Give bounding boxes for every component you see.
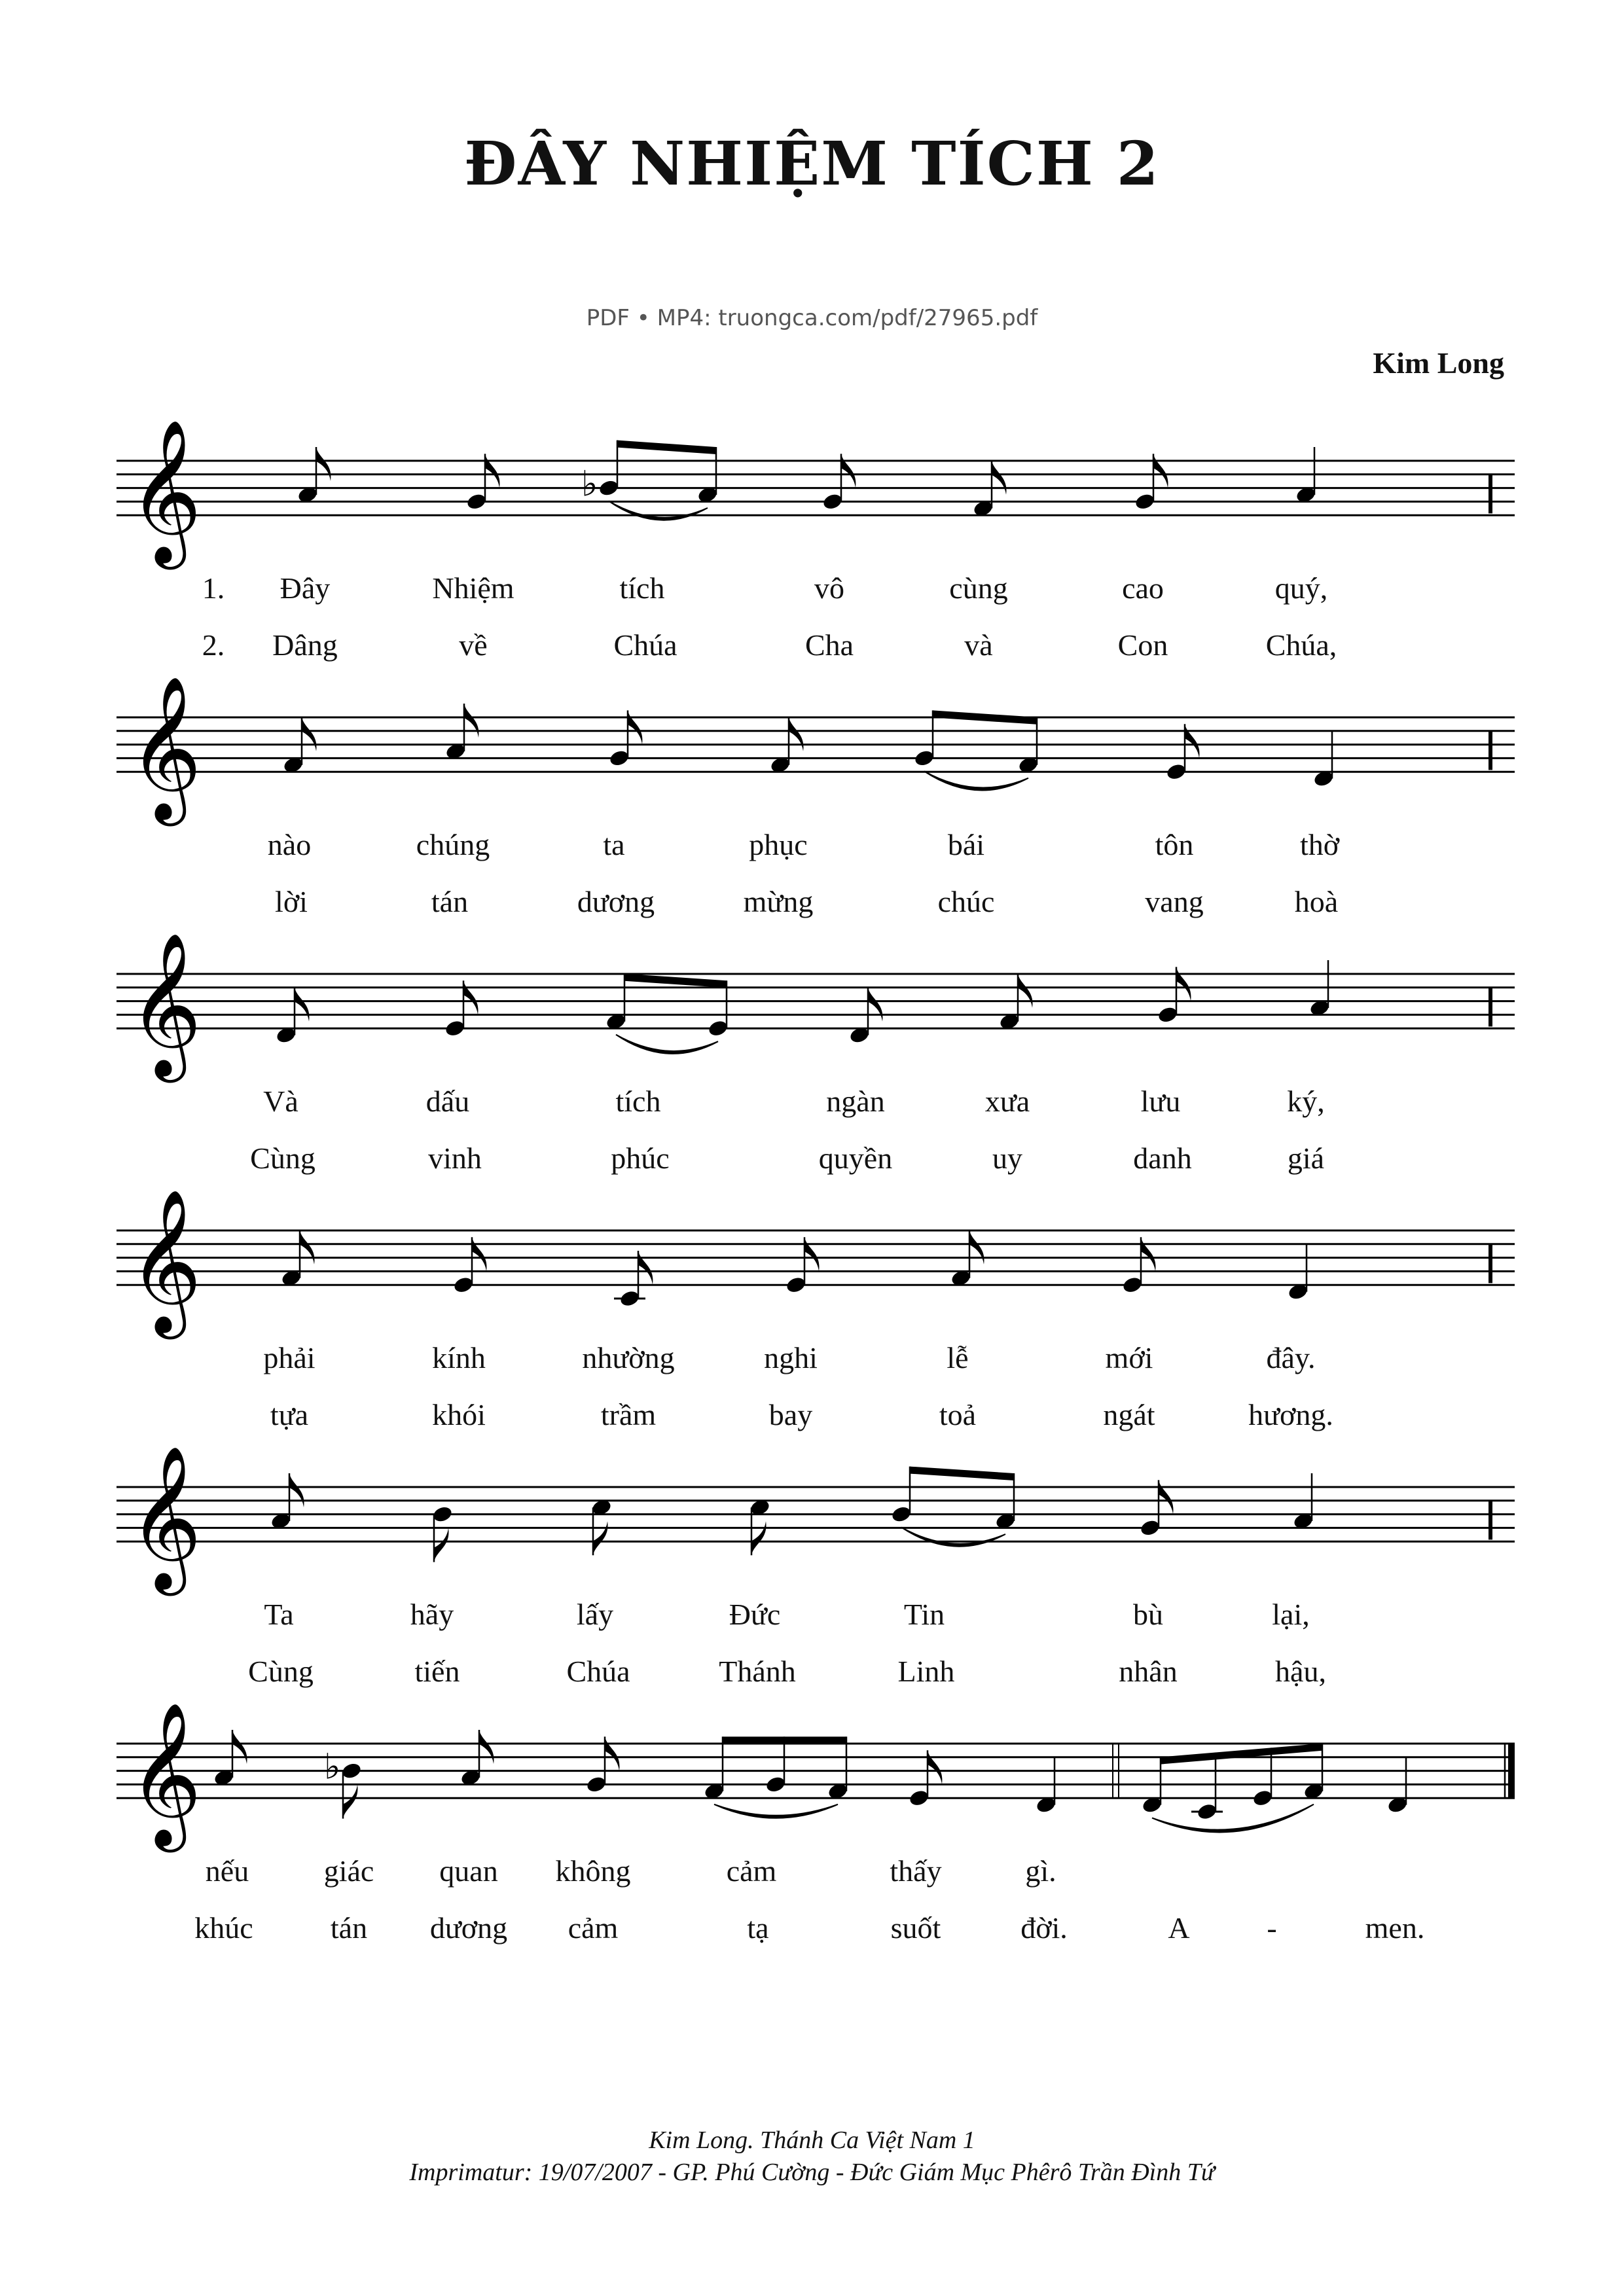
note-d4-quarter (1287, 1244, 1308, 1302)
note-b4-eighth (581, 463, 620, 505)
note-head (585, 1775, 607, 1794)
note-c4-eighth (1191, 1802, 1223, 1821)
lyric-verse2: đời. (1020, 1911, 1068, 1945)
note-flag (638, 1251, 653, 1285)
lyric-verse2: 2. (202, 628, 225, 662)
note-d4-quarter (1035, 1757, 1056, 1815)
lyric-verse2: Chúa (566, 1655, 630, 1688)
note-flag (463, 980, 478, 1014)
staff-system-5 (117, 1444, 1515, 1688)
note-head (890, 1505, 912, 1524)
slur (609, 501, 708, 520)
note-beam (624, 974, 727, 988)
lyric-verse2: Thánh (719, 1655, 796, 1688)
lyric-verse2: Chúa, (1265, 628, 1337, 662)
lyric-verse2: trầm (600, 1398, 657, 1431)
note-a4-eighth (270, 1473, 304, 1531)
note-d4-eighth (275, 988, 309, 1045)
lyric-verse2: vang (1145, 885, 1204, 918)
note-head (619, 1289, 640, 1308)
lyric-verse2: men. (1365, 1911, 1425, 1945)
note-e4-eighth (1252, 1789, 1273, 1808)
lyric-verse1: ký, (1287, 1085, 1325, 1118)
slur (616, 1035, 718, 1054)
lyric-verse1: kính (432, 1341, 486, 1374)
staff-system-2 (117, 675, 1515, 918)
note-flag (232, 1730, 247, 1764)
lyric-verse1: tôn (1155, 828, 1194, 861)
note-head (1134, 492, 1155, 511)
treble-clef-icon: 𝄞 (128, 675, 202, 820)
lyric-verse1: vô (814, 571, 844, 605)
note-beam (933, 710, 1037, 724)
lyric-verse2: ngát (1103, 1398, 1155, 1431)
barline (1489, 1500, 1492, 1539)
staff-system-1 (117, 418, 1515, 662)
lyric-verse1: 1. (202, 571, 225, 605)
lyric-verse1: gì. (1025, 1854, 1056, 1888)
lyric-verse2: tạ (747, 1911, 769, 1945)
source-link-text: PDF • MP4: truongca.com/pdf/27965.pdf (586, 305, 1038, 331)
note-head (431, 1505, 453, 1524)
lyric-verse2: về (459, 628, 488, 662)
note-head (765, 1775, 786, 1794)
note-head (1252, 1789, 1273, 1808)
note-head (785, 1276, 806, 1295)
lyric-verse1: phục (749, 828, 808, 861)
note-a4-eighth (297, 447, 331, 505)
lyric-verse2: - (1267, 1911, 1277, 1945)
note-head (598, 478, 619, 497)
note-head (608, 749, 630, 768)
lyric-verse1: Và (263, 1085, 298, 1118)
lyric-verse2: Cùng (250, 1141, 316, 1175)
lyric-verse1: Nhiệm (432, 571, 514, 605)
lyric-verse1: lấy (576, 1598, 614, 1631)
composer-name: Kim Long (1373, 346, 1504, 380)
lyric-verse1: cùng (949, 571, 1008, 605)
lyric-verse2: danh (1133, 1141, 1192, 1175)
note-head (465, 492, 487, 511)
lyric-verse2: tựa (270, 1398, 309, 1431)
note-flag (434, 1528, 448, 1562)
note-flag (302, 717, 316, 751)
note-flag (1176, 967, 1191, 1001)
lyric-verse1: lễ (947, 1341, 969, 1374)
lyric-verse2: phúc (611, 1141, 670, 1175)
lyric-verse1: Đức (729, 1598, 781, 1631)
note-flag (289, 1473, 304, 1507)
footer-source: Kim Long. Thánh Ca Việt Nam 1 (649, 2126, 975, 2154)
lyric-verse2: hoà (1294, 885, 1339, 918)
note-a4-quarter (1295, 447, 1316, 505)
note-beam (617, 440, 716, 454)
treble-clef-icon: 𝄞 (128, 1188, 202, 1333)
footer-imprimatur: Imprimatur: 19/07/2007 - GP. Phú Cường - Đức Giám Mục Phêrô Trần Đình Tứ (409, 2159, 1215, 2186)
note-flag (593, 1521, 607, 1555)
note-beam (723, 1736, 846, 1744)
lyric-verse2: và (964, 628, 993, 662)
note-b4-eighth (890, 1505, 912, 1524)
note-f4-eighth (972, 461, 1006, 518)
note-d4-quarter (1312, 731, 1334, 789)
note-flag (789, 717, 803, 751)
lyric-verse1: lưu (1140, 1085, 1181, 1118)
note-d4-eighth (848, 988, 882, 1045)
note-flag (1153, 454, 1168, 488)
note-head (452, 1276, 474, 1295)
lyric-verse1: cao (1122, 571, 1164, 605)
note-f4-eighth (950, 1230, 984, 1288)
note-a4-eighth (444, 704, 478, 761)
lyric-verse2: cảm (568, 1911, 619, 1945)
lyric-verse1: dấu (425, 1085, 470, 1118)
lyric-verse2: hương. (1248, 1398, 1333, 1431)
note-flag (343, 1785, 357, 1819)
note-head (1121, 1276, 1143, 1295)
note-head (1139, 1518, 1161, 1537)
lyric-verse1: bù (1133, 1598, 1163, 1631)
note-f4-eighth (998, 974, 1032, 1031)
note-f4-eighth (769, 717, 803, 775)
note-a4-eighth (213, 1730, 247, 1787)
note-head (340, 1761, 362, 1780)
note-head (908, 1789, 929, 1808)
lyric-verse1: phải (263, 1341, 316, 1374)
note-flag (479, 1730, 494, 1764)
lyric-verse1: Tin (903, 1598, 945, 1631)
lyric-verse2: dương (429, 1911, 508, 1945)
lyric-verse2: hậu, (1275, 1655, 1326, 1688)
note-head (913, 749, 935, 768)
slur (714, 1804, 838, 1818)
barline (1489, 987, 1492, 1026)
lyric-verse1: lại, (1272, 1598, 1310, 1631)
note-flag (1018, 974, 1032, 1008)
staff-system-3 (117, 931, 1515, 1175)
note-beam (910, 1467, 1014, 1480)
treble-clef-icon: 𝄞 (128, 931, 202, 1077)
note-g4-eighth (765, 1775, 786, 1794)
note-c5-eighth (749, 1498, 770, 1556)
treble-clef-icon: 𝄞 (128, 418, 202, 564)
treble-clef-icon: 𝄞 (128, 1701, 202, 1846)
lyric-verse1: tích (619, 571, 665, 605)
note-c4-eighth (614, 1251, 653, 1308)
note-a4-eighth (460, 1730, 494, 1787)
note-flag (628, 710, 642, 744)
note-flag (472, 1237, 486, 1271)
note-flag (1185, 724, 1199, 758)
note-c5-eighth (590, 1498, 612, 1556)
note-head (1196, 1802, 1218, 1821)
lyric-verse2: khói (432, 1398, 486, 1431)
lyric-verse2: Cha (804, 628, 854, 662)
note-head (707, 1019, 729, 1038)
note-flag (841, 454, 856, 488)
note-flag (804, 1237, 819, 1271)
note-flag (992, 461, 1006, 495)
note-head (1165, 762, 1187, 781)
lyric-verse1: nếu (205, 1854, 249, 1888)
lyric-verse1: ta (603, 828, 625, 861)
note-flag (485, 454, 499, 488)
lyric-verse2: uy (992, 1141, 1022, 1175)
lyric-verse2: tán (330, 1911, 368, 1945)
slur (924, 771, 1028, 790)
note-flag (1159, 1480, 1173, 1514)
lyric-verse1: không (555, 1854, 631, 1888)
note-flag (1141, 1237, 1155, 1271)
lyric-verse2: dương (577, 885, 655, 918)
treble-clef-icon: 𝄞 (128, 1444, 202, 1590)
lyric-verse1: Ta (264, 1598, 294, 1631)
lyric-verse2: giá (1287, 1141, 1325, 1175)
lyric-verse2: mừng (743, 885, 814, 918)
barline (1489, 730, 1492, 770)
lyric-verse1: hãy (410, 1598, 454, 1631)
note-flag (751, 1521, 766, 1555)
staff-system-4 (117, 1188, 1515, 1431)
note-head (444, 1019, 465, 1038)
lyric-verse1: mới (1105, 1341, 1153, 1374)
lyric-verse1: thấy (890, 1854, 942, 1888)
note-f4-eighth (280, 1230, 314, 1288)
lyric-verse1: xưa (984, 1085, 1030, 1118)
note-beam (1161, 1744, 1322, 1765)
note-flag (316, 447, 331, 481)
lyric-verse2: nhân (1119, 1655, 1178, 1688)
note-flag (464, 704, 478, 738)
lyric-verse1: nào (267, 828, 312, 861)
song-title: ĐÂY NHIỆM TÍCH 2 (464, 128, 1160, 199)
note-flag (868, 988, 882, 1022)
note-g4-eighth (913, 749, 935, 768)
lyric-verse2: Dâng (272, 628, 338, 662)
lyric-verse2: toả (939, 1398, 977, 1431)
lyric-verse2: Chúa (613, 628, 677, 662)
lyric-verse1: giác (323, 1854, 374, 1888)
lyric-verse2: suốt (890, 1911, 941, 1945)
lyric-verse1: bái (947, 828, 985, 861)
flat-accidental-icon: ♭ (581, 463, 598, 505)
lyric-verse2: tiến (414, 1655, 460, 1688)
flat-accidental-icon: ♭ (324, 1746, 341, 1787)
slur (1152, 1804, 1314, 1833)
lyric-verse1: thờ (1299, 828, 1340, 861)
note-f4-eighth (282, 717, 316, 775)
note-a4-quarter (1308, 960, 1330, 1018)
barline (1489, 474, 1492, 513)
lyric-verse2: chúc (937, 885, 995, 918)
note-flag (295, 988, 309, 1022)
lyric-verse1: đây. (1266, 1341, 1316, 1374)
final-barline-thick (1508, 1744, 1515, 1798)
lyric-verse1: Đây (280, 571, 331, 605)
lyric-verse2: vinh (428, 1141, 482, 1175)
lyric-verse2: Linh (897, 1655, 955, 1688)
lyric-verse1: quan (439, 1854, 498, 1888)
note-flag (605, 1736, 619, 1770)
lyric-verse2: A (1168, 1911, 1190, 1945)
note-head (1157, 1005, 1178, 1024)
note-a4-quarter (1292, 1473, 1314, 1531)
lyric-verse2: bay (768, 1398, 813, 1431)
lyric-verse1: ngàn (826, 1085, 885, 1118)
note-flag (928, 1750, 942, 1784)
barline (1489, 1244, 1492, 1283)
lyric-verse2: tán (431, 885, 469, 918)
lyric-verse1: nghi (764, 1341, 818, 1374)
lyric-verse1: cảm (726, 1854, 777, 1888)
lyric-verse2: quyền (818, 1141, 893, 1175)
note-d4-quarter (1386, 1757, 1408, 1815)
lyric-verse2: Cùng (248, 1655, 314, 1688)
lyric-verse2: lời (275, 885, 308, 918)
lyric-verse2: khúc (194, 1911, 253, 1945)
note-head (821, 492, 843, 511)
note-b4-eighth (431, 1505, 453, 1562)
lyric-verse2: Con (1117, 628, 1168, 662)
lyric-verse1: tích (615, 1085, 661, 1118)
lyric-verse1: nhường (582, 1341, 675, 1374)
lyric-verse1: quý, (1274, 571, 1328, 605)
staff-system-6 (117, 1701, 1515, 1945)
slur (901, 1528, 1005, 1547)
note-flag (969, 1230, 984, 1265)
note-flag (300, 1230, 314, 1265)
lyric-verse1: chúng (416, 828, 490, 861)
note-e4-eighth (707, 1019, 729, 1038)
